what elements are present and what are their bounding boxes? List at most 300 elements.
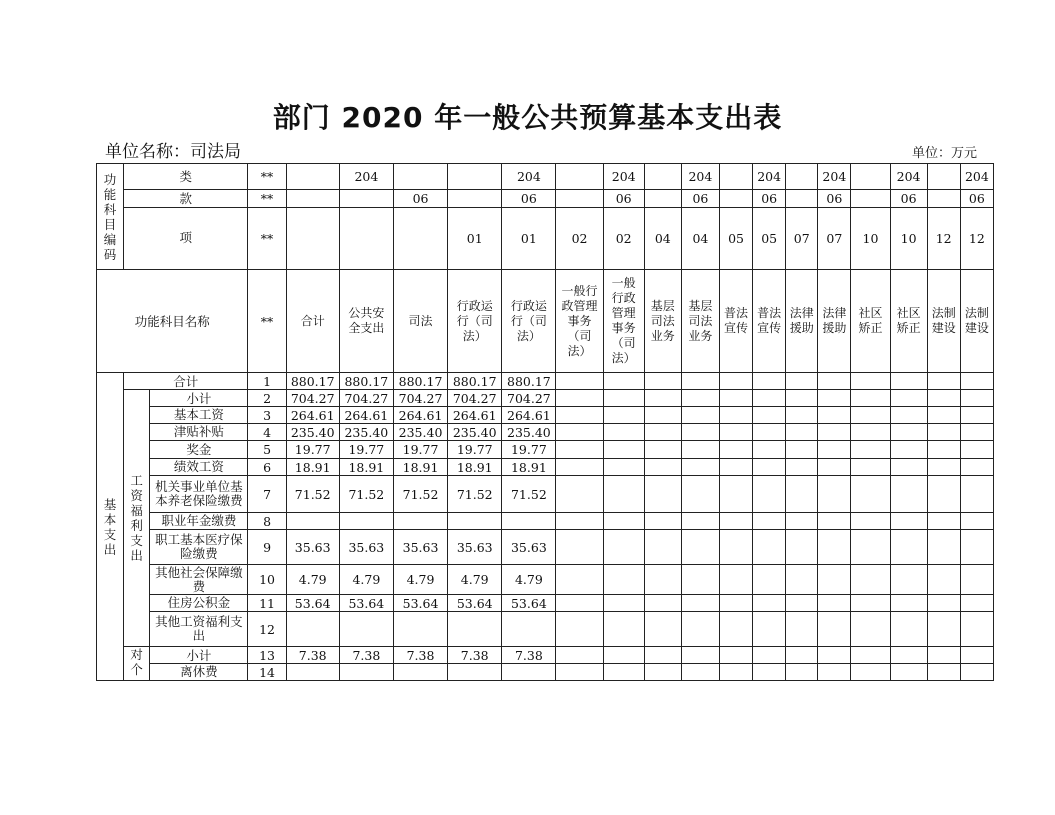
class-code-cell: 204 [818,164,851,190]
value-cell [603,459,644,476]
table-row [97,476,994,513]
value-cell [644,441,681,459]
value-cell [644,407,681,424]
value-cell [448,664,502,681]
value-cell [818,664,851,681]
value-cell [719,612,752,647]
value-cell [753,441,786,459]
value-cell: 704.27 [339,390,393,407]
value-cell [556,565,603,595]
column-name-cell: 一般行政管理事务（司法） [603,270,644,373]
kuan-code-cell: 06 [603,190,644,208]
kuan-code-cell: 06 [681,190,719,208]
value-cell: 71.52 [339,476,393,513]
table-row [97,664,994,681]
value-cell [890,647,927,664]
value-cell [786,424,818,441]
table-row [97,612,994,647]
value-cell [719,407,752,424]
value-cell [890,373,927,390]
value-cell [753,530,786,565]
value-cell [851,390,890,407]
value-cell [890,476,927,513]
value-cell: 880.17 [393,373,447,390]
row-number: 2 [248,390,286,407]
header-row-kuan [97,190,994,208]
table-row [97,565,994,595]
row-name: 绩效工资 [150,459,248,476]
class-label: 类 [124,164,248,190]
value-cell [393,612,447,647]
value-cell [753,595,786,612]
row-number: 8 [248,513,286,530]
value-cell [851,407,890,424]
value-cell [556,513,603,530]
value-cell [393,513,447,530]
value-cell [927,459,960,476]
value-cell [603,664,644,681]
value-cell [890,612,927,647]
value-cell: 235.40 [286,424,339,441]
value-cell [681,424,719,441]
value-cell [753,647,786,664]
value-cell [786,373,818,390]
value-cell [927,373,960,390]
value-cell [786,530,818,565]
table-row [97,407,994,424]
value-cell: 235.40 [448,424,502,441]
value-cell [890,513,927,530]
row-number: 4 [248,424,286,441]
value-cell [927,513,960,530]
row-name: 职业年金缴费 [150,513,248,530]
value-cell [927,530,960,565]
value-cell [644,513,681,530]
value-cell [719,565,752,595]
value-cell [960,441,993,459]
class-code-cell [786,164,818,190]
value-cell [927,390,960,407]
xiang-code-cell: 12 [960,208,993,270]
value-cell [719,373,752,390]
kuan-code-cell [786,190,818,208]
section-personal-label: 对 个 [124,647,150,681]
value-cell [753,373,786,390]
column-name-cell: 行政运行（司法） [448,270,502,373]
value-cell [786,476,818,513]
value-cell [681,664,719,681]
value-cell [502,612,556,647]
xiang-code-cell: 02 [603,208,644,270]
value-cell: 7.38 [286,647,339,664]
section-wages-label: 工 资 福 利 支 出 [124,390,150,647]
value-cell [339,612,393,647]
row-name: 津贴补贴 [150,424,248,441]
value-cell [786,565,818,595]
value-cell [448,513,502,530]
value-cell: 18.91 [339,459,393,476]
section-basic-label: 基 本 支 出 [97,373,124,681]
value-cell: 880.17 [448,373,502,390]
value-cell [603,513,644,530]
value-cell [603,595,644,612]
star-cell: ** [248,190,286,208]
value-cell [393,664,447,681]
xiang-code-cell: 12 [927,208,960,270]
value-cell [960,595,993,612]
value-cell [753,664,786,681]
value-cell [786,664,818,681]
value-cell: 53.64 [448,595,502,612]
value-cell [890,565,927,595]
value-cell: 235.40 [339,424,393,441]
value-cell [556,373,603,390]
value-cell [960,407,993,424]
value-cell: 53.64 [393,595,447,612]
column-name-cell: 基层司法业务 [681,270,719,373]
value-cell [753,459,786,476]
value-cell [818,441,851,459]
value-cell: 35.63 [339,530,393,565]
star-cell: ** [248,208,286,270]
value-cell [960,612,993,647]
row-number: 5 [248,441,286,459]
value-cell: 264.61 [393,407,447,424]
value-cell [851,441,890,459]
value-cell [851,373,890,390]
column-name-cell: 基层司法业务 [644,270,681,373]
value-cell [851,424,890,441]
row-name: 合计 [124,373,248,390]
value-cell [644,459,681,476]
table-row [97,424,994,441]
star-cell: ** [248,164,286,190]
value-cell: 19.77 [286,441,339,459]
value-cell [556,647,603,664]
row-number: 6 [248,459,286,476]
value-cell: 704.27 [448,390,502,407]
row-name: 基本工资 [150,407,248,424]
value-cell [927,612,960,647]
value-cell: 18.91 [286,459,339,476]
class-code-cell [644,164,681,190]
row-number: 1 [248,373,286,390]
value-cell [681,476,719,513]
value-cell: 880.17 [286,373,339,390]
value-cell [927,441,960,459]
xiang-code-cell: 04 [681,208,719,270]
value-cell [556,407,603,424]
kuan-code-cell: 06 [960,190,993,208]
class-code-cell [286,164,339,190]
value-cell [960,565,993,595]
value-cell: 7.38 [339,647,393,664]
value-cell [644,565,681,595]
kuan-code-cell [556,190,603,208]
class-code-cell [851,164,890,190]
value-cell [556,530,603,565]
row-number: 14 [248,664,286,681]
value-cell [786,612,818,647]
column-name-cell: 公共安全支出 [339,270,393,373]
xiang-code-cell: 10 [851,208,890,270]
value-cell [890,441,927,459]
value-cell [960,530,993,565]
code-group-label: 功 能 科 目 编 码 [97,164,124,270]
name-label: 功能科目名称 [97,270,248,373]
value-cell: 704.27 [286,390,339,407]
value-cell [681,647,719,664]
value-cell: 18.91 [502,459,556,476]
column-name-cell: 社区矫正 [890,270,927,373]
value-cell: 19.77 [393,441,447,459]
column-name-cell: 社区矫正 [851,270,890,373]
value-cell: 19.77 [502,441,556,459]
kuan-code-cell [339,190,393,208]
kuan-code-cell [286,190,339,208]
value-cell: 19.77 [339,441,393,459]
kuan-code-cell [644,190,681,208]
row-name: 其他工资福利支出 [150,612,248,647]
value-cell [753,476,786,513]
star-cell: ** [248,270,286,373]
value-cell [786,459,818,476]
value-cell [603,647,644,664]
row-number: 7 [248,476,286,513]
xiang-code-cell [339,208,393,270]
row-number: 9 [248,530,286,565]
value-cell: 7.38 [448,647,502,664]
value-cell [818,476,851,513]
value-cell [851,530,890,565]
class-code-cell [927,164,960,190]
value-cell: 880.17 [502,373,556,390]
row-name: 住房公积金 [150,595,248,612]
column-name-cell: 一般行政管理事务（司法） [556,270,603,373]
value-cell [603,407,644,424]
value-cell [681,459,719,476]
column-name-cell: 普法宣传 [753,270,786,373]
value-cell [502,513,556,530]
value-cell [719,513,752,530]
class-code-cell [719,164,752,190]
column-name-cell: 法律援助 [786,270,818,373]
value-cell [927,595,960,612]
value-cell: 264.61 [286,407,339,424]
value-cell [603,390,644,407]
value-cell [818,424,851,441]
row-name: 离休费 [150,664,248,681]
table-row [97,390,994,407]
value-cell: 4.79 [393,565,447,595]
value-cell [890,424,927,441]
kuan-code-cell: 06 [890,190,927,208]
value-cell: 4.79 [448,565,502,595]
value-cell [927,664,960,681]
value-cell [719,595,752,612]
value-cell [339,513,393,530]
budget-table [96,163,994,681]
value-cell [786,390,818,407]
value-cell [644,424,681,441]
value-cell [719,530,752,565]
value-cell: 264.61 [339,407,393,424]
value-cell [927,476,960,513]
unit-name: 单位名称：司法局 [105,142,241,162]
value-cell: 71.52 [393,476,447,513]
row-name: 其他社会保障缴费 [150,565,248,595]
value-cell [818,373,851,390]
value-cell: 704.27 [393,390,447,407]
value-cell [927,647,960,664]
row-name: 机关事业单位基本养老保险缴费 [150,476,248,513]
value-cell [681,513,719,530]
kuan-code-cell [851,190,890,208]
value-cell [890,664,927,681]
row-number: 11 [248,595,286,612]
value-cell [960,647,993,664]
kuan-label: 款 [124,190,248,208]
value-cell [890,407,927,424]
value-cell [960,390,993,407]
value-cell [603,612,644,647]
table-row [97,373,994,390]
value-cell [603,373,644,390]
value-cell [753,612,786,647]
value-cell [960,424,993,441]
class-code-cell: 204 [502,164,556,190]
value-cell [960,373,993,390]
value-cell [556,390,603,407]
value-cell: 71.52 [502,476,556,513]
kuan-code-cell: 06 [502,190,556,208]
value-cell [644,595,681,612]
xiang-code-cell: 07 [786,208,818,270]
value-cell: 35.63 [448,530,502,565]
value-cell [753,424,786,441]
kuan-code-cell: 06 [818,190,851,208]
xiang-code-cell [393,208,447,270]
unit-label: 单位：万元 [911,146,977,161]
xiang-label: 项 [124,208,248,270]
xiang-code-cell: 05 [753,208,786,270]
column-name-cell: 司法 [393,270,447,373]
row-number: 10 [248,565,286,595]
value-cell [818,459,851,476]
class-code-cell [393,164,447,190]
value-cell [719,424,752,441]
value-cell [786,595,818,612]
kuan-code-cell: 06 [753,190,786,208]
value-cell [753,513,786,530]
value-cell [644,664,681,681]
column-name-cell: 法律援助 [818,270,851,373]
value-cell [851,459,890,476]
value-cell: 7.38 [393,647,447,664]
value-cell [960,513,993,530]
value-cell [890,530,927,565]
value-cell: 35.63 [502,530,556,565]
value-cell [927,407,960,424]
value-cell: 53.64 [286,595,339,612]
value-cell [851,647,890,664]
header-row-names [97,270,994,373]
value-cell: 35.63 [286,530,339,565]
value-cell [644,476,681,513]
kuan-code-cell [719,190,752,208]
value-cell [960,459,993,476]
row-number: 3 [248,407,286,424]
value-cell [286,513,339,530]
table-row [97,530,994,565]
value-cell [786,441,818,459]
value-cell [556,664,603,681]
value-cell [502,664,556,681]
value-cell [753,565,786,595]
xiang-code-cell: 04 [644,208,681,270]
value-cell [644,612,681,647]
value-cell [681,407,719,424]
value-cell: 7.38 [502,647,556,664]
value-cell [719,441,752,459]
value-cell [753,407,786,424]
value-cell [719,390,752,407]
row-name: 奖金 [150,441,248,459]
value-cell [786,647,818,664]
value-cell [786,407,818,424]
value-cell: 4.79 [286,565,339,595]
value-cell [719,459,752,476]
value-cell [818,407,851,424]
value-cell: 18.91 [393,459,447,476]
kuan-code-cell [927,190,960,208]
value-cell [719,647,752,664]
column-name-cell: 法制建设 [927,270,960,373]
xiang-code-cell: 07 [818,208,851,270]
xiang-code-cell: 02 [556,208,603,270]
value-cell: 264.61 [502,407,556,424]
value-cell [681,390,719,407]
class-code-cell: 204 [960,164,993,190]
row-number: 13 [248,647,286,664]
class-code-cell: 204 [681,164,719,190]
value-cell [786,513,818,530]
row-name: 职工基本医疗保险缴费 [150,530,248,565]
value-cell [556,612,603,647]
table-row [97,595,994,612]
value-cell [818,595,851,612]
value-cell: 53.64 [502,595,556,612]
page-title: 部门 2020 年一般公共预算基本支出表 [272,101,783,134]
class-code-cell: 204 [753,164,786,190]
value-cell [851,565,890,595]
value-cell [927,565,960,595]
value-cell: 704.27 [502,390,556,407]
xiang-code-cell: 05 [719,208,752,270]
value-cell [681,565,719,595]
header-row-class [97,164,994,190]
value-cell [339,664,393,681]
value-cell: 19.77 [448,441,502,459]
value-cell [603,530,644,565]
value-cell [644,647,681,664]
value-cell [818,513,851,530]
value-cell [719,664,752,681]
value-cell: 880.17 [339,373,393,390]
value-cell: 235.40 [393,424,447,441]
value-cell: 71.52 [448,476,502,513]
xiang-code-cell: 01 [448,208,502,270]
